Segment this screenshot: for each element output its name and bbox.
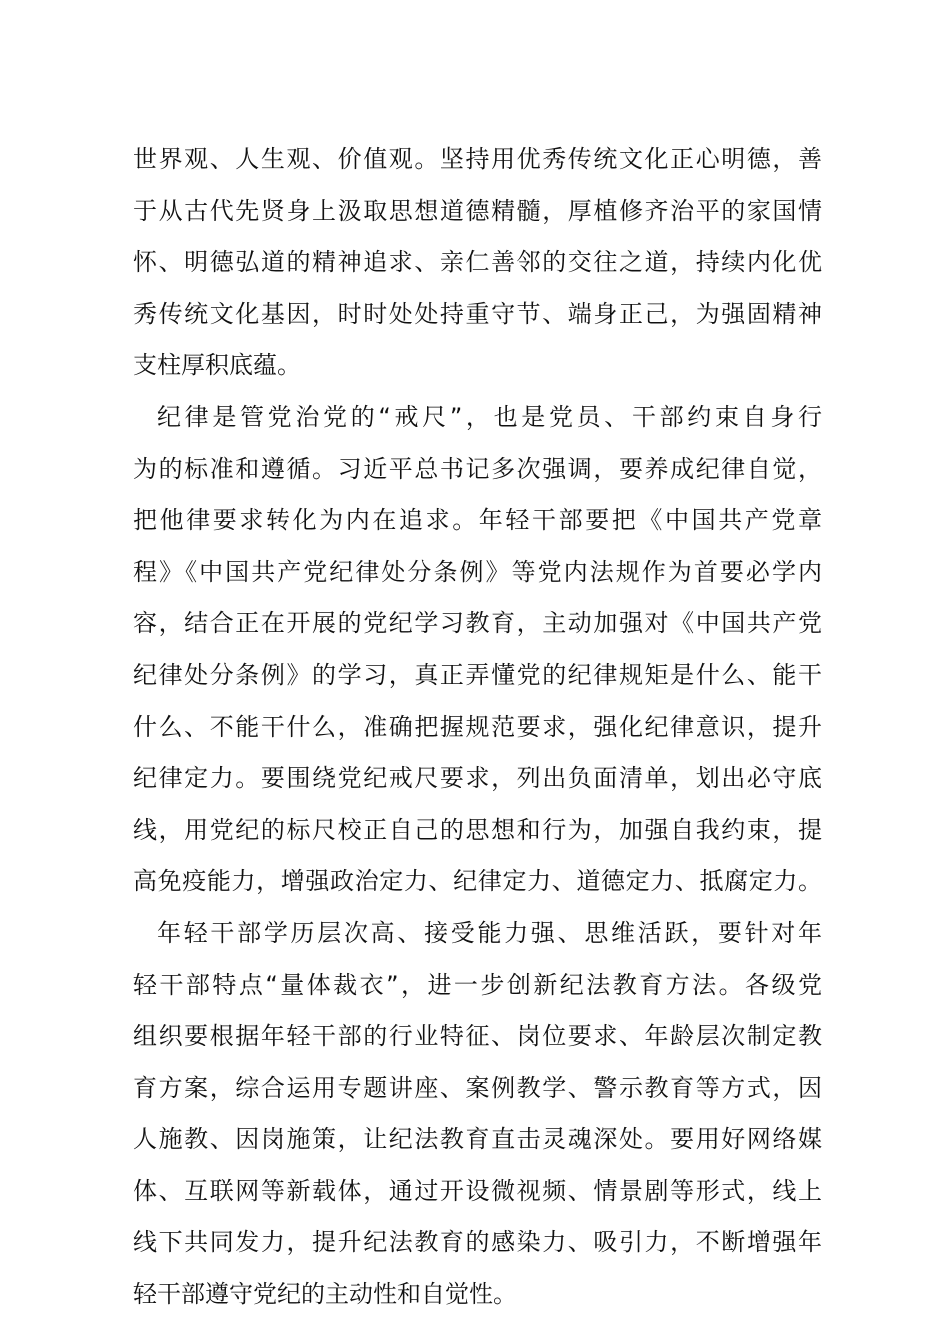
text-line: 世界观、人生观、价值观。坚持用优秀传统文化正心明德，善 xyxy=(133,145,822,173)
text-line: 育方案，综合运用专题讲座、案例教学、警示教育等方式，因 xyxy=(133,1073,822,1102)
text-line: 高免疫能力，增强政治定力、纪律定力、道德定力、抵腐定力。 xyxy=(133,867,822,896)
paragraph-3 xyxy=(133,908,822,1321)
text-line: 体、互联网等新载体，通过开设微视频、情景剧等形式，线上 xyxy=(133,1176,822,1205)
text-line: 支柱厚积底蕴。 xyxy=(133,351,301,380)
text-line: 线，用党纪的标尺校正自己的思想和行为，加强自我约束，提 xyxy=(133,815,822,844)
text-line: 于从古代先贤身上汲取思想道德精髓，厚植修齐治平的家国情 xyxy=(133,196,822,225)
text-line: 轻干部遵守党纪的主动性和自觉性。 xyxy=(133,1280,517,1309)
paragraph-1 xyxy=(133,134,822,392)
text-line: 把他律要求转化为内在追求。年轻干部要把《中国共产党章 xyxy=(133,506,822,535)
text-line: 容，结合正在开展的党纪学习教育，主动加强对《中国共产党 xyxy=(133,609,822,638)
text-line: 为的标准和遵循。习近平总书记多次强调，要养成纪律自觉， xyxy=(133,454,822,483)
text-line: 怀、明德弘道的精神追求、亲仁善邻的交往之道，持续内化优 xyxy=(133,248,822,277)
paragraph-2 xyxy=(133,392,822,908)
text-line: 轻干部特点“量体裁衣”，进一步创新纪法教育方法。各级党 xyxy=(133,970,822,999)
text-line: 什么、不能干什么，准确把握规范要求，强化纪律意识，提升 xyxy=(133,712,822,741)
text-line: 组织要根据年轻干部的行业特征、岗位要求、年龄层次制定教 xyxy=(133,1022,822,1051)
text-line: 纪律处分条例》的学习，真正弄懂党的纪律规矩是什么、能干 xyxy=(133,660,822,689)
text-line: 程》《中国共产党纪律处分条例》等党内法规作为首要必学内 xyxy=(133,557,822,586)
text-line: 纪律定力。要围绕党纪戒尺要求，列出负面清单，划出必守底 xyxy=(133,764,822,793)
text-line: 秀传统文化基因，时时处处持重守节、端身正己，为强固精神 xyxy=(133,299,822,328)
text-line: 年轻干部学历层次高、接受能力强、思维活跃，要针对年 xyxy=(157,918,822,947)
text-line: 人施教、因岗施策，让纪法教育直击灵魂深处。要用好网络媒 xyxy=(133,1125,822,1154)
text-line: 纪律是管党治党的“戒尺”，也是党员、干部约束自身行 xyxy=(157,402,822,431)
document-page xyxy=(133,134,822,1321)
text-line: 线下共同发力，提升纪法教育的感染力、吸引力，不断增强年 xyxy=(133,1228,822,1257)
